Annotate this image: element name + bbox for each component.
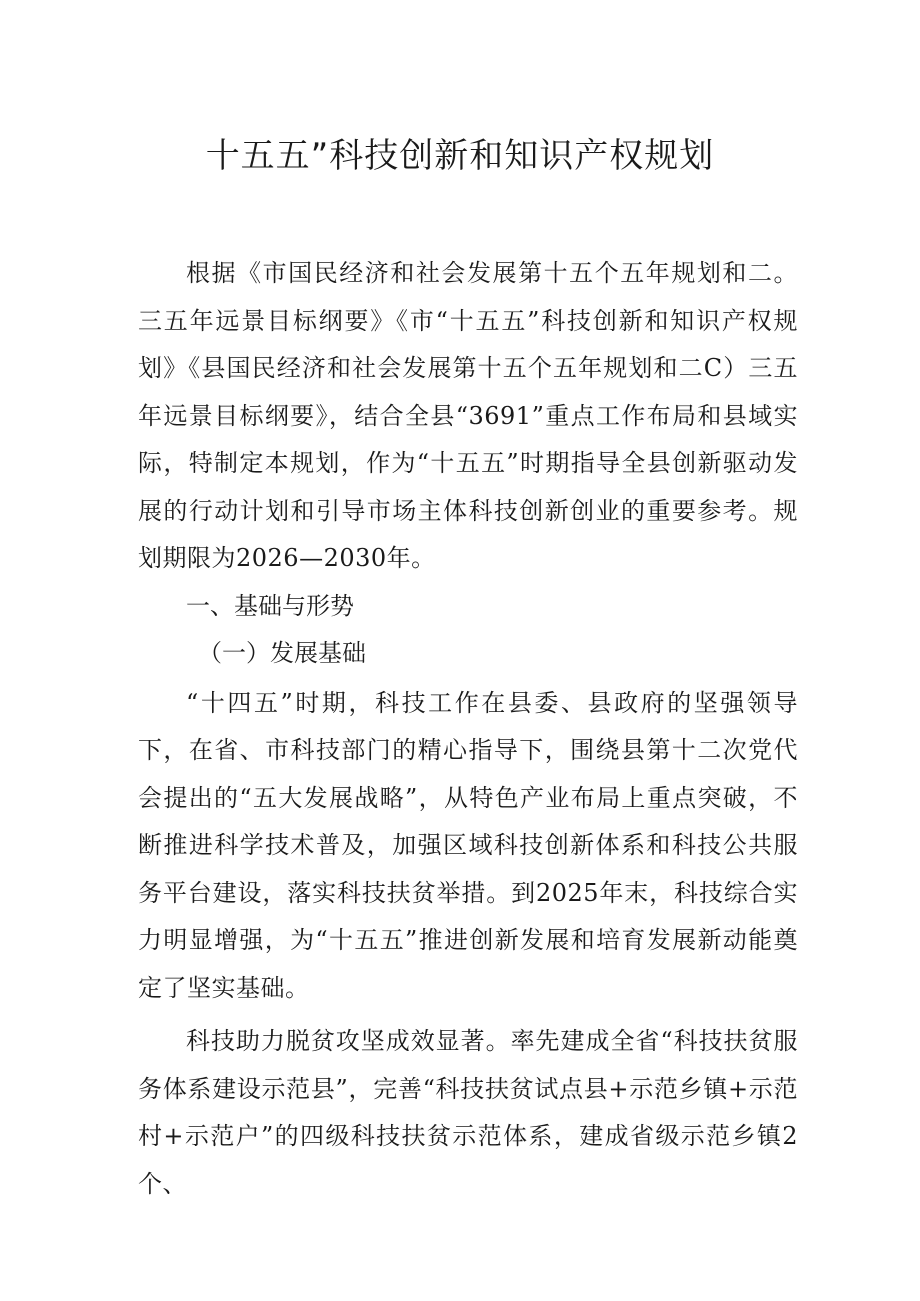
section-heading: 一、基础与形势 (186, 591, 354, 620)
document-body (138, 250, 798, 1208)
body-paragraph: “十四五”时期，科技工作在县委、县政府的坚强领导下，在省、市科技部门的精心指导下，围绕县第十二次党代会提出的“五大发展战略”，从特色产业布局上重点突破，不断推进科学技术普及，加强区域科技创新体系和科技公共服务平台建设，落实科技扶贫举措。到2025年末，科技综合实力明显增强，为“十五五”推进创新发展和培育发展新动能奠定了坚实基础。 (138, 688, 798, 1002)
intro-paragraph: 根据《市国民经济和社会发展第十五个五年规划和二。三五年远景目标纲要》《市“十五五”科技创新和知识产权规划》《县国民经济和社会发展第十五个五年规划和二C）三五年远景目标纲要》，结合全县“3691”重点工作布局和县域实际，特制定本规划，作为“十五五”时期指导全县创新驱动发展的行动计划和引导市场主体科技创新创业的重要参考。规划期限为2026—2030年。 (138, 259, 798, 572)
document-title: 十五五”科技创新和知识产权规划 (205, 136, 715, 176)
body-paragraph: 科技助力脱贫攻坚成效显著。率先建成全省“科技扶贫服务体系建设示范县”，完善“科技扶贫试点县+示范乡镇+示范村+示范户”的四级科技扶贫示范体系，建成省级示范乡镇2个、 (138, 1027, 798, 1198)
subsection-heading: （一）发展基础 (198, 639, 366, 667)
